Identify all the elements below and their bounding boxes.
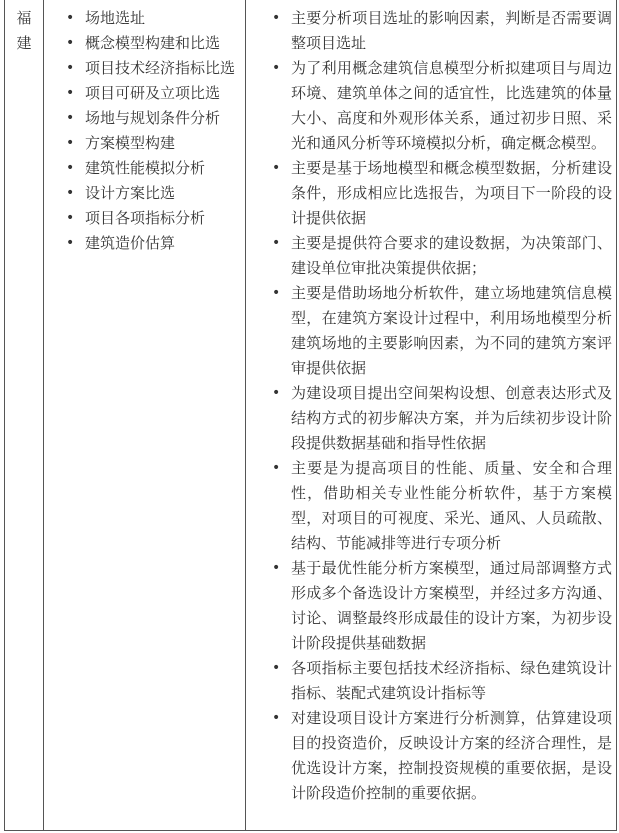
- description-item: [270, 456, 612, 556]
- stage-item: [64, 156, 244, 181]
- bullet-icon: •: [66, 110, 75, 126]
- stage-list: [64, 6, 244, 256]
- bullet-icon: •: [66, 210, 75, 226]
- region-char-1: 福: [16, 9, 32, 27]
- bullet-icon: •: [272, 560, 281, 576]
- description-item: [270, 231, 612, 281]
- description-item: [270, 6, 612, 56]
- bullet-icon: •: [272, 160, 281, 176]
- stage-item: [64, 131, 244, 156]
- bullet-icon: •: [272, 10, 281, 26]
- stage-label: 项目各项指标分析: [85, 209, 206, 227]
- column-divider-1: [43, 0, 44, 830]
- bullet-icon: •: [66, 160, 75, 176]
- bullet-icon: •: [272, 235, 281, 251]
- description-text: 基于最优性能分析方案模型，通过局部调整方式形成多个备选设计方案模型，并经过多方沟通、讨论、调整最终形成最佳的设计方案，为初步设计阶段提供基础数据: [291, 559, 612, 652]
- column-divider-2: [245, 0, 246, 830]
- bullet-icon: •: [272, 660, 281, 676]
- stage-item: [64, 106, 244, 131]
- bullet-icon: •: [66, 235, 75, 251]
- description-text: 主要分析项目选址的影响因素，判断是否需要调整项目选址: [291, 9, 612, 52]
- stage-label: 建筑造价估算: [85, 234, 176, 252]
- description-item: [270, 156, 612, 231]
- description-text: 对建设项目设计方案进行分析测算，估算建设项目的投资造价，反映设计方案的经济合理性，是优选设计方案，控制投资规模的重要依据，是设计阶段造价控制的重要依据。: [291, 709, 612, 802]
- bullet-icon: •: [66, 185, 75, 201]
- stage-label: 设计方案比选: [85, 184, 176, 202]
- bullet-icon: •: [66, 135, 75, 151]
- stage-item: [64, 206, 244, 231]
- bullet-icon: •: [272, 60, 281, 76]
- stage-label: 项目可研及立项比选: [85, 84, 221, 102]
- stage-item: [64, 6, 244, 31]
- stage-item: [64, 31, 244, 56]
- description-item: [270, 56, 612, 156]
- region-cell: [5, 6, 43, 56]
- description-list: [270, 6, 612, 806]
- bullet-icon: •: [66, 10, 75, 26]
- stage-label: 概念模型构建和比选: [85, 34, 221, 52]
- description-text: 主要是基于场地模型和概念模型数据，分析建设条件，形成相应比选报告，为项目下一阶段的设计提供依据: [291, 159, 612, 227]
- stage-label: 场地选址: [85, 9, 146, 27]
- bullet-icon: •: [66, 35, 75, 51]
- stage-label: 建筑性能模拟分析: [85, 159, 206, 177]
- stage-item: [64, 56, 244, 81]
- stage-item: [64, 231, 244, 256]
- description-item: [270, 706, 612, 806]
- bullet-icon: •: [66, 85, 75, 101]
- bullet-icon: •: [272, 710, 281, 726]
- description-text: 主要是借助场地分析软件，建立场地建筑信息模型，在建筑方案设计过程中，利用场地模型分析建筑场地的主要影响因素，为不同的建筑方案评审提供依据: [291, 284, 612, 377]
- region-char-2: 建: [16, 34, 32, 52]
- description-item: [270, 381, 612, 456]
- description-text: 主要是提供符合要求的建设数据，为决策部门、建设单位审批决策提供依据；: [291, 234, 612, 277]
- stage-item: [64, 181, 244, 206]
- bullet-icon: •: [272, 285, 281, 301]
- stage-item: [64, 81, 244, 106]
- description-text: 为建设项目提出空间架构设想、创意表达形式及结构方式的初步解决方案，并为后续初步设计阶段提供数据基础和指导性依据: [291, 384, 612, 452]
- bullet-icon: •: [66, 60, 75, 76]
- description-item: [270, 556, 612, 656]
- stage-label: 方案模型构建: [85, 134, 176, 152]
- description-text: 为了利用概念建筑信息模型分析拟建项目与周边环境、建筑单体之间的适宜性，比选建筑的体量大小、高度和外观形体关系，通过初步日照、采光和通风分析等环境模拟分析，确定概念模型。: [291, 59, 612, 152]
- stage-label: 场地与规划条件分析: [85, 109, 221, 127]
- description-text: 各项指标主要包括技术经济指标、绿色建筑设计指标、装配式建筑设计指标等: [291, 659, 612, 702]
- bullet-icon: •: [272, 460, 281, 476]
- description-item: [270, 656, 612, 706]
- bim-application-table: [4, 0, 617, 831]
- description-text: 主要是为提高项目的性能、质量、安全和合理性，借助相关专业性能分析软件，基于方案模型，对项目的可视度、采光、通风、人员疏散、结构、节能减排等进行专项分析: [291, 459, 612, 552]
- bullet-icon: •: [272, 385, 281, 401]
- description-item: [270, 281, 612, 381]
- stage-label: 项目技术经济指标比选: [85, 59, 236, 77]
